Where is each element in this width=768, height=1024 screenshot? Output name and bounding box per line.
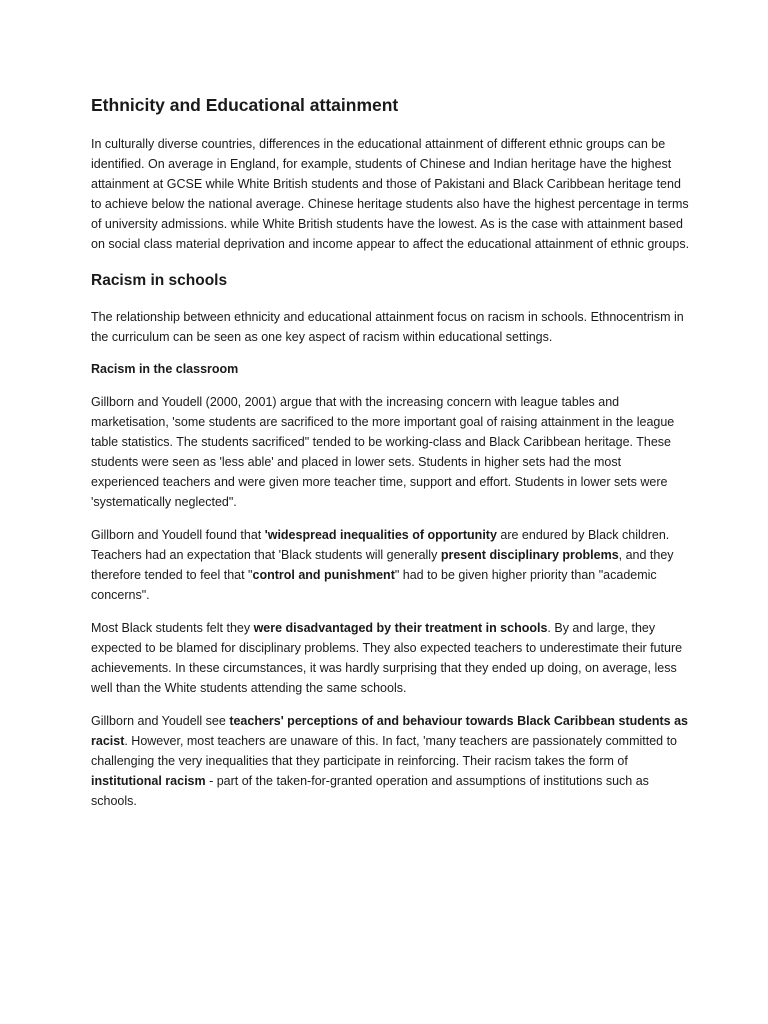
bold-run: present disciplinary problems — [440, 548, 619, 562]
subheading-classroom: Racism in the classroom — [91, 362, 239, 376]
bold-run: institutional racism — [91, 774, 206, 788]
text-run: . By and large, they expected to be blamed for disciplinary problems. They also expected teachers to underestimate their future achievements. In these circumstances, it was hardly surprising that they ended up doing, on average, less well than the White students attending the same schools. — [91, 621, 683, 695]
text-run: Most Black students felt they — [91, 621, 254, 635]
text-run: , and they therefore tended to feel that " — [91, 548, 674, 582]
intro-paragraph: In culturally diverse countries, differences in the educational attainment of different ethnic groups can be identified. On average in England, for example, students of Chinese and Indian heritage have the highest attainment at GCSE while White British students and those of Pakistani and Black Caribbean heritage tend to achieve below the national average. Chinese heritage students also have the highest percentage in terms of university admissions. while White British students have the lowest. As is the case with attainment based on social class material deprivation and income appear to affect the educational attainment of ethnic groups. — [91, 137, 690, 251]
bold-run: were disadvantaged by their treatment in schools — [253, 621, 548, 635]
text-run: " had to be given higher priority than "academic concerns". — [91, 568, 657, 602]
paragraph-inequalities — [91, 525, 691, 605]
bold-run: 'widespread inequalities of opportunity — [264, 528, 497, 542]
text-run: . However, most teachers are unaware of this. In fact, 'many teachers are passionately committed to challenging the very inequalities that they participate in reinforcing. Their racism takes the form of — [91, 734, 678, 768]
bold-run: teachers' perceptions of and behaviour towards Black Caribbean students as racist — [91, 714, 688, 748]
section-heading-racism: Racism in schools — [91, 272, 228, 289]
bold-run: control and punishment — [252, 568, 395, 582]
text-run: Gillborn and Youdell found that — [91, 528, 265, 542]
text-run: Gillborn and Youdell see — [91, 714, 230, 728]
paragraph-institutional-racism — [91, 711, 691, 811]
paragraph-disadvantaged — [91, 618, 691, 698]
racism-intro-paragraph: The relationship between ethnicity and educational attainment focus on racism in schools. Ethnocentrism in the curriculum can be seen as one key aspect of racism within educational settings. — [91, 310, 684, 344]
paragraph-league-tables: Gillborn and Youdell (2000, 2001) argue that with the increasing concern with league tables and marketisation, 'some students are sacrificed to the more important goal of raising attainment in the league table statistics. The students sacrificed" tended to be working-class and Black Caribbean heritage. These students were seen as 'less able' and placed in lower sets. Students in higher sets had the most experienced teachers and were given more teacher time, support and effort. Students in lower sets were 'systematically neglected". — [91, 395, 675, 509]
document-page — [91, 92, 691, 824]
text-run: are endured by Black children. Teachers had an expectation that 'Black students will generally — [91, 528, 670, 562]
text-run: - part of the taken-for-granted operation and assumptions of institutions such as schools. — [91, 774, 649, 808]
page-title: Ethnicity and Educational attainment — [91, 95, 399, 115]
